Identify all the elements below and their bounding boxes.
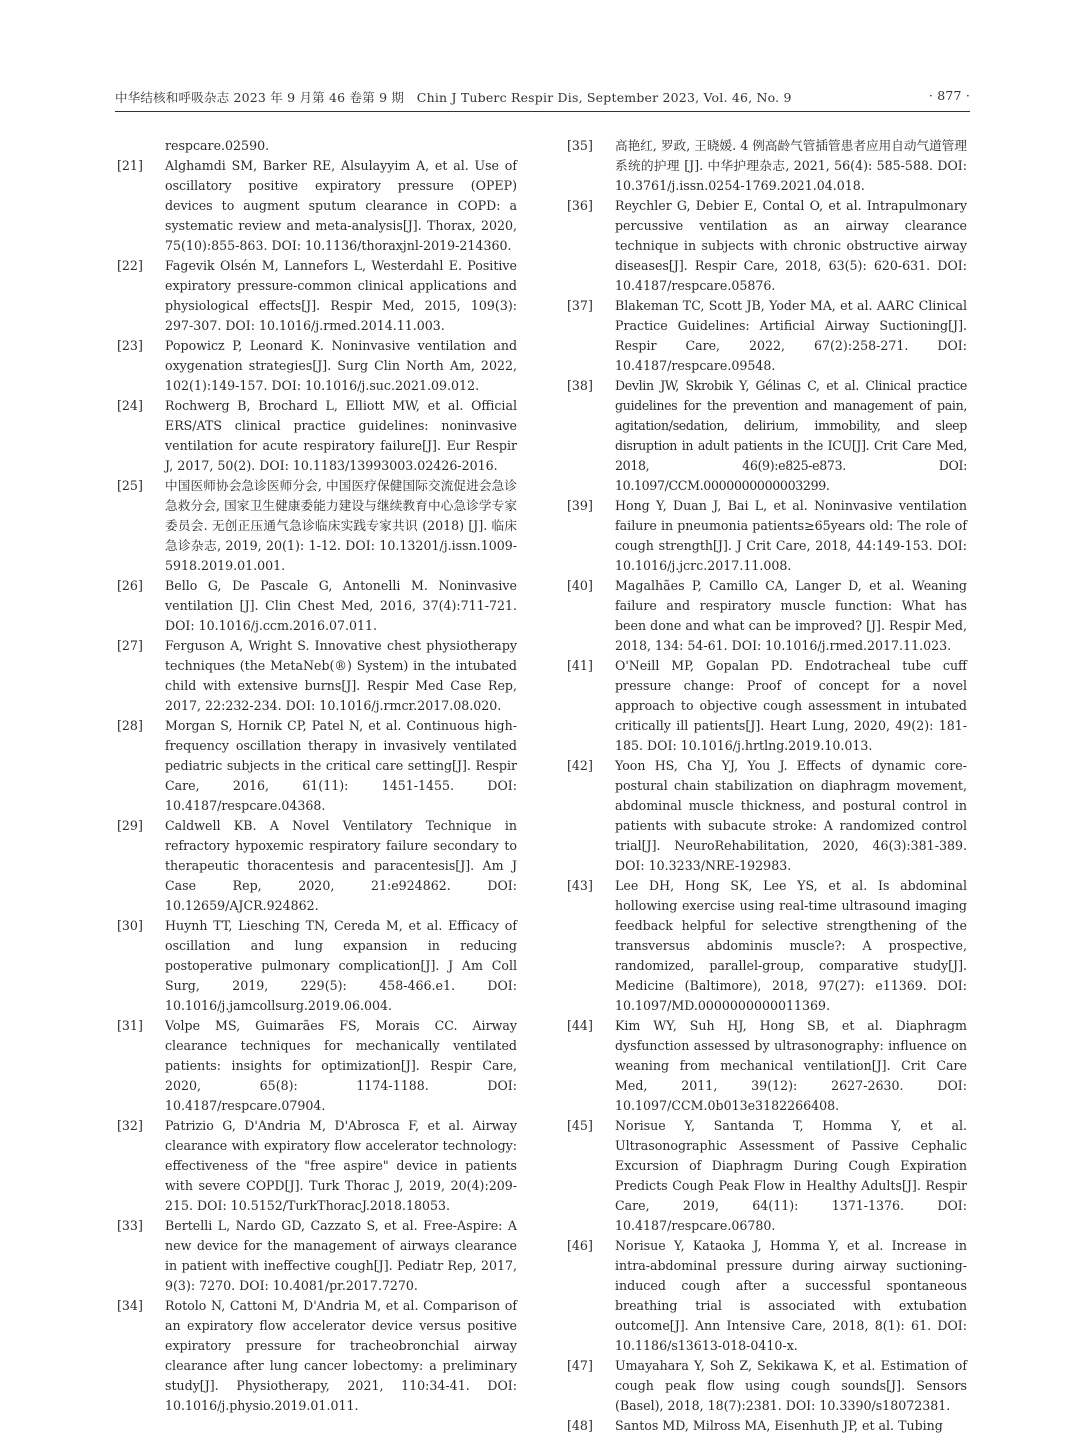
reference-column-right [567,136,967,1436]
reference-text: Morgan S, Hornik CP, Patel N, et al. Continuous high-frequency oscillation therapy in invasively ventilated pediatric subjects in the critical care setting[J]. Respir Care, 2016, 61(11): 1451-1455. DOI: 10.4187/respcare.04368. [165,718,517,813]
reference-entry [567,576,967,656]
reference-text: Popowicz P, Leonard K. Noninvasive ventilation and oxygenation strategies[J]. Surg Clin North Am, 2022, 102(1):149-157. DOI: 10.1016/j.suc.2021.09.012. [165,338,517,393]
reference-text: Norisue Y, Kataoka J, Homma Y, et al. Increase in intra-abdominal pressure during airway suctioning-induced cough after a successful spontaneous breathing trial is associated with extubation outcome[J]. Ann Intensive Care, 2018, 8(1): 61. DOI: 10.1186/s13613-018-0410-x. [615,1238,967,1353]
reference-entry [117,256,517,336]
reference-text: Fagevik Olsén M, Lannefors L, Westerdahl E. Positive expiratory pressure-common clinical applications and physiological effects[J]. Respir Med, 2015, 109(3): 297-307. DOI: 10.1016/j.rmed.2014.11.003. [165,258,517,333]
reference-number: [30] [117,918,143,933]
reference-number: [25] [117,478,143,493]
reference-number: [46] [567,1238,593,1253]
reference-entry [567,376,967,496]
reference-entry [567,656,967,756]
reference-entry [117,816,517,916]
reference-number: [48] [567,1418,593,1433]
reference-entry [117,576,517,636]
reference-number: [36] [567,198,593,213]
reference-text: O'Neill MP, Gopalan PD. Endotracheal tube cuff pressure change: Proof of concept for a novel approach to objective cough assessment in intubated critically ill patients[J]. Heart Lung, 2020, 49(2): 181-185. DOI: 10.1016/j.hrtlng.2019.10.013. [615,658,967,753]
reference-number: [21] [117,158,143,173]
page-number: · 877 · [928,88,970,103]
reference-number: [41] [567,658,593,673]
reference-column-left [117,136,517,1416]
reference-text: Bello G, De Pascale G, Antonelli M. Noninvasive ventilation [J]. Clin Chest Med, 2016, 37(4):711-721. DOI: 10.1016/j.ccm.2016.07.011. [165,578,517,633]
reference-number: [39] [567,498,593,513]
reference-text: Patrizio G, D'Andria M, D'Abrosca F, et al. Airway clearance with expiratory flow accelerator technology: effectiveness of the "free aspire" device in patients with severe COPD[J]. Turk Thorac J, 2019, 20(4):209-215. DOI: 10.5152/TurkThoracJ.2018.18053. [165,1118,517,1213]
reference-text: Lee DH, Hong SK, Lee YS, et al. Is abdominal hollowing exercise using real-time ultrasound imaging feedback helpful for selective strengthening of the transversus abdominis muscle?: A prospective, randomized, parallel-group, comparative study[J]. Medicine (Baltimore), 2018, 97(27): e11369. DOI: 10.1097/MD.0000000000011369. [615,878,967,1013]
reference-entry [567,1356,967,1416]
running-head [115,88,970,106]
reference-entry [567,196,967,296]
reference-text: Reychler G, Debier E, Contal O, et al. Intrapulmonary percussive ventilation as an airway clearance technique in subjects with chronic obstructive airway diseases[J]. Respir Care, 2018, 63(5): 620-631. DOI: 10.4187/respcare.05876. [615,198,967,293]
reference-text: Norisue Y, Santanda T, Homma Y, et al. Ultrasonographic Assessment of Passive Cephalic Excursion of Diaphragm During Cough Expiration Predicts Cough Peak Flow in Healthy Adults[J]. Respir Care, 2019, 64(11): 1371-1376. DOI: 10.4187/respcare.06780. [615,1118,967,1233]
journal-line: 中华结核和呼吸杂志 2023 年 9 月第 46 卷第 9 期 Chin J Tuberc Respir Dis, September 2023, Vol. 46, No. 9 [115,90,792,105]
reference-entry [567,756,967,876]
reference-entry [117,1116,517,1216]
reference-text: Huynh TT, Liesching TN, Cereda M, et al. Efficacy of oscillation and lung expansion in reducing postoperative pulmonary complication[J]. J Am Coll Surg, 2019, 229(5): 458-466.e1. DOI: 10.1016/j.jamcollsurg.2019.06.004. [165,918,517,1013]
reference-number: [47] [567,1358,593,1373]
reference-entry [117,476,517,576]
reference-number: [27] [117,638,143,653]
reference-entry [567,1236,967,1356]
reference-number: [22] [117,258,143,273]
reference-number: [35] [567,138,593,153]
reference-number: [45] [567,1118,593,1133]
reference-number: [28] [117,718,143,733]
reference-entry [567,876,967,1016]
reference-entry [567,496,967,576]
reference-entry [567,1016,967,1116]
reference-number: [34] [117,1298,143,1313]
reference-number: [42] [567,758,593,773]
reference-text: Magalhães P, Camillo CA, Langer D, et al. Weaning failure and respiratory muscle function: What has been done and what can be improved? [J]. Respir Med, 2018, 134: 54-61. DOI: 10.1016/j.rmed.2017.11.023. [615,578,967,653]
reference-entry [117,336,517,396]
reference-entry [567,296,967,376]
reference-text: Santos MD, Milross MA, Eisenhuth JP, et al. Tubing [615,1418,943,1433]
reference-number: [26] [117,578,143,593]
reference-number: [29] [117,818,143,833]
reference-text: 中国医师协会急诊医师分会, 中国医疗保健国际交流促进会急诊急救分会, 国家卫生健康委能力建设与继续教育中心急诊学专家委员会. 无创正压通气急诊临床实践专家共识 (2018) [J]. 临床急诊杂志, 2019, 20(1): 1-12. DOI: 10.13201/j.issn.1009-5918.2019.01.001. [165,478,517,573]
reference-text: Caldwell KB. A Novel Ventilatory Technique in refractory hypoxemic respiratory failure secondary to therapeutic thoracentesis and paracentesis[J]. Am J Case Rep, 2020, 21:e924862. DOI: 10.12659/AJCR.924862. [165,818,517,913]
reference-entry [117,716,517,816]
reference-text: Hong Y, Duan J, Bai L, et al. Noninvasive ventilation failure in pneumonia patients≥65years old: The role of cough strength[J]. J Crit Care, 2018, 44:149-153. DOI: 10.1016/j.jcrc.2017.11.008. [615,498,967,573]
reference-text: Rotolo N, Cattoni M, D'Andria M, et al. Comparison of an expiratory flow accelerator device versus positive expiratory pressure for tracheobronchial airway clearance after lung cancer lobectomy: a preliminary study[J]. Physiotherapy, 2021, 110:34-41. DOI: 10.1016/j.physio.2019.01.011. [165,1298,517,1413]
reference-entry [117,1296,517,1416]
reference-text: Alghamdi SM, Barker RE, Alsulayyim A, et al. Use of oscillatory positive expiratory pressure (OPEP) devices to augment sputum clearance in COPD: a systematic review and meta-analysis[J]. Thorax, 2020, 75(10):855-863. DOI: 10.1136/thoraxjnl-2019-214360. [165,158,517,253]
reference-text: Volpe MS, Guimarães FS, Morais CC. Airway clearance techniques for mechanically ventilated patients: insights for optimization[J]. Respir Care, 2020, 65(8): 1174-1188. DOI: 10.4187/respcare.07904. [165,1018,517,1113]
reference-text: Blakeman TC, Scott JB, Yoder MA, et al. AARC Clinical Practice Guidelines: Artificial Airway Suctioning[J]. Respir Care, 2022, 67(2):258-271. DOI: 10.4187/respcare.09548. [615,298,967,373]
reference-number: [37] [567,298,593,313]
reference-number: [44] [567,1018,593,1033]
reference-text: Rochwerg B, Brochard L, Elliott MW, et al. Official ERS/ATS clinical practice guidelines: noninvasive ventilation for acute respiratory failure[J]. Eur Respir J, 2017, 50(2). DOI: 10.1183/13993003.02426-2016. [165,398,517,473]
reference-entry [117,1016,517,1116]
reference-number: [32] [117,1118,143,1133]
reference-text: Umayahara Y, Soh Z, Sekikawa K, et al. Estimation of cough peak flow using cough sounds[J]. Sensors (Basel), 2018, 18(7):2381. DOI: 10.3390/s18072381. [615,1358,967,1413]
reference-number: [33] [117,1218,143,1233]
reference-entry [117,916,517,1016]
reference-entry [117,136,517,156]
reference-text: Bertelli L, Nardo GD, Cazzato S, et al. Free-Aspire: A new device for the management of airways clearance in patient with ineffective cough[J]. Pediatr Rep, 2017, 9(3): 7270. DOI: 10.4081/pr.2017.7270. [165,1218,517,1293]
reference-number: [23] [117,338,143,353]
reference-text: respcare.02590. [165,138,270,153]
reference-number: [40] [567,578,593,593]
reference-entry [567,1116,967,1236]
reference-entry [117,156,517,256]
reference-text: 高艳红, 罗政, 王晓媛. 4 例高龄气管插管患者应用自动气道管理系统的护理 [J]. 中华护理杂志, 2021, 56(4): 585-588. DOI: 10.3761/j.issn.0254-1769.2021.04.018. [615,138,967,193]
reference-text: Yoon HS, Cha YJ, You J. Effects of dynamic core-postural chain stabilization on diaphragm movement, abdominal muscle thickness, and postural control in patients with subacute stroke: A randomized control trial[J]. NeuroRehabilitation, 2020, 46(3):381-389. DOI: 10.3233/NRE-192983. [615,758,967,873]
reference-number: [43] [567,878,593,893]
reference-entry [567,136,967,196]
reference-entry [117,1216,517,1296]
reference-number: [24] [117,398,143,413]
reference-entry [567,1416,967,1436]
reference-number: [31] [117,1018,143,1033]
reference-entry [117,636,517,716]
reference-entry [117,396,517,476]
reference-text: Ferguson A, Wright S. Innovative chest physiotherapy techniques (the MetaNeb(®) System) in the intubated child with extensive burns[J]. Respir Med Case Rep, 2017, 22:232-234. DOI: 10.1016/j.rmcr.2017.08.020. [165,638,517,713]
reference-text: Devlin JW, Skrobik Y, Gélinas C, et al. Clinical practice guidelines for the prevention and management of pain, agitation/sedation, delirium, immobility, and sleep disruption in adult patients in the ICU[J]. Crit Care Med, 2018, 46(9):e825-e873. DOI: 10.1097/CCM.0000000000003299. [615,378,967,493]
reference-number: [38] [567,378,593,393]
header-rule [115,111,970,112]
reference-text: Kim WY, Suh HJ, Hong SB, et al. Diaphragm dysfunction assessed by ultrasonography: influence on weaning from mechanical ventilation[J]. Crit Care Med, 2011, 39(12): 2627-2630. DOI: 10.1097/CCM.0b013e3182266408. [615,1018,967,1113]
